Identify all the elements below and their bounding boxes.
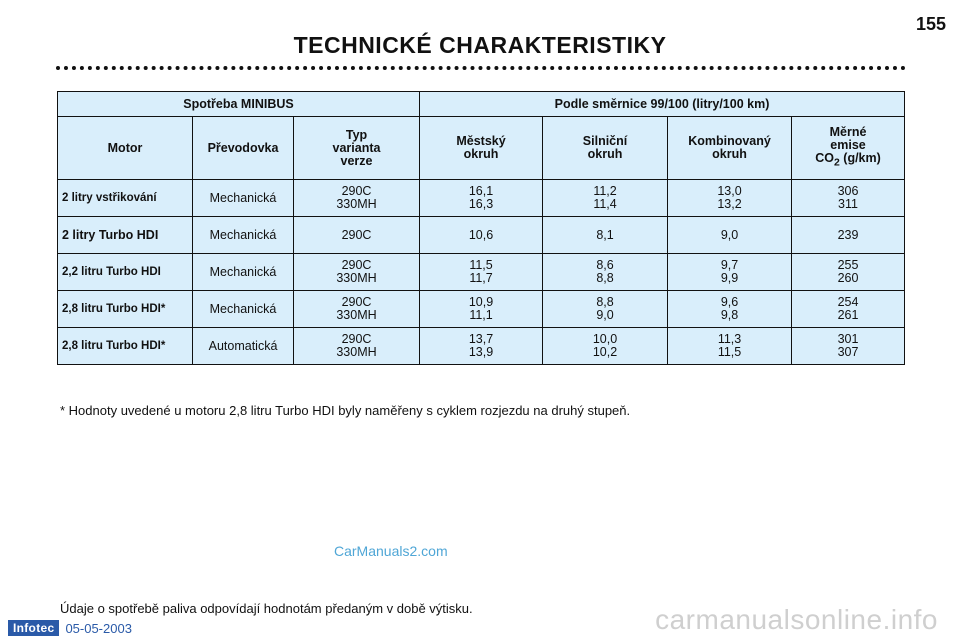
cell-emissions: 306 311 bbox=[792, 180, 905, 217]
page-title: TECHNICKÉ CHARAKTERISTIKY bbox=[293, 32, 667, 58]
cell-combined: 13,0 13,2 bbox=[668, 180, 792, 217]
emissions-label: Měrné emise bbox=[829, 125, 867, 153]
cell-highway: 11,2 11,4 bbox=[543, 180, 668, 217]
cell-city: 10,9 11,1 bbox=[420, 291, 543, 328]
cell-type: 290C 330MH bbox=[294, 291, 420, 328]
group-header-right: Podle směrnice 99/100 (litry/100 km) bbox=[420, 92, 905, 117]
footnote: * Hodnoty uvedené u motoru 2,8 litru Turbo HDI byly naměřeny s cyklem rozjezdu na druhý stupeň. bbox=[60, 403, 631, 418]
cell-highway: 8,6 8,8 bbox=[543, 254, 668, 291]
cell-city: 11,5 11,7 bbox=[420, 254, 543, 291]
cell-gearbox: Mechanická bbox=[193, 180, 294, 217]
cell-motor: 2,2 litru Turbo HDI bbox=[58, 254, 193, 291]
column-header-highway: Silniční okruh bbox=[543, 117, 668, 180]
column-header-city: Městský okruh bbox=[420, 117, 543, 180]
cell-gearbox: Mechanická bbox=[193, 291, 294, 328]
cell-highway: 8,8 9,0 bbox=[543, 291, 668, 328]
column-header-row bbox=[58, 117, 905, 180]
infotec-logo: Infotec bbox=[8, 620, 59, 636]
page-number: 155 bbox=[915, 14, 946, 34]
table-row bbox=[58, 180, 905, 217]
watermark-link[interactable]: CarManuals2.com bbox=[334, 543, 448, 559]
cell-type: 290C 330MH bbox=[294, 328, 420, 365]
group-header-left: Spotřeba MINIBUS bbox=[58, 92, 420, 117]
co2-label: CO bbox=[815, 151, 834, 166]
cell-type: 290C bbox=[294, 217, 420, 254]
cell-highway: 10,0 10,2 bbox=[543, 328, 668, 365]
site-watermark: carmanualsonline.info bbox=[655, 604, 938, 635]
group-header-row bbox=[58, 92, 905, 117]
column-header-type: Typ varianta verze bbox=[294, 117, 420, 180]
column-header-emissions bbox=[792, 117, 905, 180]
table-row bbox=[58, 328, 905, 365]
cell-emissions: 255 260 bbox=[792, 254, 905, 291]
cell-emissions: 254 261 bbox=[792, 291, 905, 328]
cell-city: 10,6 bbox=[420, 217, 543, 254]
cell-emissions: 301 307 bbox=[792, 328, 905, 365]
cell-highway: 8,1 bbox=[543, 217, 668, 254]
cell-emissions: 239 bbox=[792, 217, 905, 254]
table-row bbox=[58, 217, 905, 254]
table-row bbox=[58, 291, 905, 328]
co2-subscript: 2 bbox=[834, 157, 840, 169]
cell-combined: 9,0 bbox=[668, 217, 792, 254]
cell-gearbox: Automatická bbox=[193, 328, 294, 365]
cell-city: 13,7 13,9 bbox=[420, 328, 543, 365]
cell-city: 16,1 16,3 bbox=[420, 180, 543, 217]
column-header-gearbox: Převodovka bbox=[193, 117, 294, 180]
cell-combined: 9,7 9,9 bbox=[668, 254, 792, 291]
cell-type: 290C 330MH bbox=[294, 180, 420, 217]
cell-gearbox: Mechanická bbox=[193, 217, 294, 254]
cell-type: 290C 330MH bbox=[294, 254, 420, 291]
cell-motor: 2,8 litru Turbo HDI* bbox=[58, 291, 193, 328]
column-header-motor: Motor bbox=[58, 117, 193, 180]
consumption-table bbox=[57, 91, 905, 365]
column-header-combined: Kombinovaný okruh bbox=[668, 117, 792, 180]
print-date: 05-05-2003 bbox=[65, 620, 132, 636]
footer-brand bbox=[8, 620, 132, 636]
cell-motor: 2 litry Turbo HDI bbox=[58, 217, 193, 254]
table-row bbox=[58, 254, 905, 291]
title-divider bbox=[56, 66, 906, 70]
cell-gearbox: Mechanická bbox=[193, 254, 294, 291]
cell-combined: 11,3 11,5 bbox=[668, 328, 792, 365]
emissions-unit: (g/km) bbox=[843, 151, 881, 166]
cell-motor: 2 litry vstřikování bbox=[58, 180, 193, 217]
fuel-data-note: Údaje o spotřebě paliva odpovídají hodnotám předaným v době výtisku. bbox=[60, 601, 473, 616]
cell-motor: 2,8 litru Turbo HDI* bbox=[58, 328, 193, 365]
cell-combined: 9,6 9,8 bbox=[668, 291, 792, 328]
